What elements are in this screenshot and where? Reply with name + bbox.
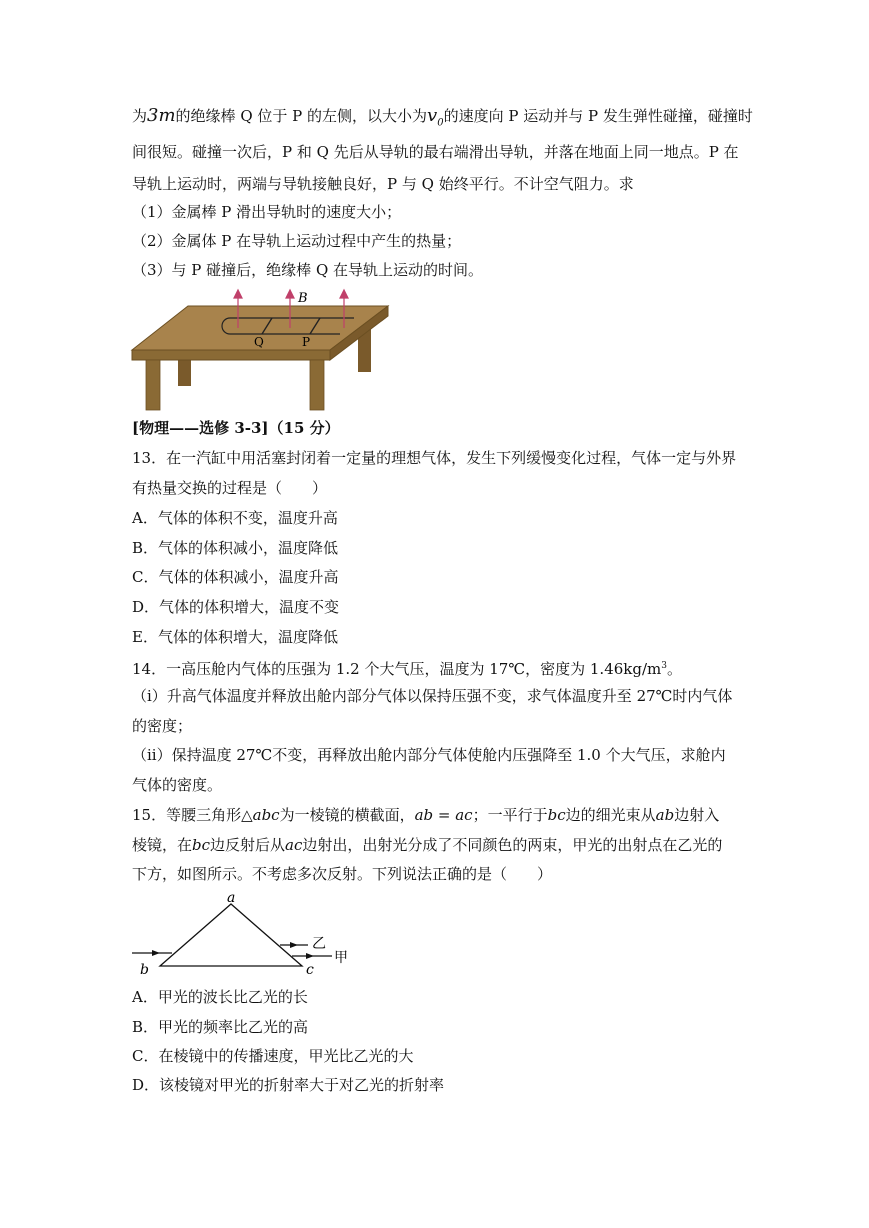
p13-option-e: E．气体的体积增大，温度降低 [132, 628, 338, 646]
vertex-c: c [306, 962, 314, 978]
p15-line-1: 15．等腰三角形△abc为一棱镜的横截面，ab = ac；一平行于bc边的细光束从ab边射入 [132, 806, 720, 824]
p15-option-d: D．该棱镜对甲光的折射率大于对乙光的折射率 [132, 1076, 445, 1094]
vertex-a: a [227, 890, 236, 906]
p13-option-d: D．气体的体积增大，温度不变 [132, 598, 340, 616]
p15-option-b: B．甲光的频率比乙光的高 [132, 1018, 309, 1036]
label-yi: 乙 [312, 936, 326, 952]
p12-question-2: （2）金属体 P 在导轨上运动过程中产生的热量； [132, 232, 462, 250]
label-p: P [302, 335, 311, 349]
p13-option-a: A．气体的体积不变，温度升高 [132, 509, 338, 527]
p12-question-1: （1）金属棒 P 滑出导轨时的速度大小； [132, 203, 402, 221]
label-b: B [298, 291, 308, 306]
section-header: [物理——选修 3-3]（15 分） [132, 419, 340, 437]
p14-line-1: 14．一高压舱内气体的压强为 1.2 个大气压，温度为 17℃，密度为 $1.46kg/m^3$。 [132, 660, 683, 678]
p13-option-c: C．气体的体积减小，温度升高 [132, 568, 339, 586]
p13-option-b: B．气体的体积减小，温度降低 [132, 539, 339, 557]
p12-line-2: 间很短。碰撞一次后，P 和 Q 先后从导轨的最右端滑出导轨，并落在地面上同一地点。P 在 [132, 143, 739, 161]
p13-line-2: 有热量交换的过程是（ ） [132, 479, 328, 497]
table-front-edge [132, 350, 330, 360]
prism-triangle [160, 904, 302, 966]
p14-line-4: （ii）保持温度 27℃不变，再释放出舱内部分气体使舱内压强降至 1.0 个大气压，求舱内 [132, 746, 726, 764]
p15-option-c: C．在棱镜中的传播速度，甲光比乙光的大 [132, 1047, 414, 1065]
p12-line-3: 导轨上运动时，两端与导轨接触良好，P 与 Q 始终平行。不计空气阻力。求 [132, 175, 634, 193]
velocity-v0: $v_0$ [427, 105, 444, 129]
mass-3m: 3m [147, 105, 176, 126]
p15-line-2: 棱镜，在bc边反射后从ac边射出，出射光分成了不同颜色的两束，甲光的出射点在乙光的 [132, 836, 723, 854]
label-q: Q [254, 335, 264, 349]
label-jia: 甲 [334, 950, 348, 966]
p13-line-1: 13．在一汽缸中用活塞封闭着一定量的理想气体，发生下列缓慢变化过程，气体一定与外界 [132, 449, 737, 467]
table-leg [146, 360, 160, 410]
p12-question-3: （3）与 P 碰撞后，绝缘棒 Q 在导轨上运动的时间。 [132, 261, 484, 279]
p14-line-5: 气体的密度。 [132, 776, 223, 794]
p14-line-2: （i）升高气体温度并释放出舱内部分气体以保持压强不变，求气体温度升至 27℃时内气体 [132, 687, 733, 705]
p14-line-3: 的密度； [132, 717, 193, 735]
p15-option-a: A．甲光的波长比乙光的长 [132, 988, 308, 1006]
p12-line-1: 为3m的绝缘棒 Q 位于 P 的左侧，以大小为$v_0$的速度向 P 运动并与 P 发生弹性碰撞，碰撞时 [132, 105, 753, 129]
prism-figure [130, 890, 352, 980]
vertex-b: b [140, 962, 149, 978]
table-rail-figure [130, 288, 392, 412]
p15-line-3: 下方，如图所示。不考虑多次反射。下列说法正确的是（ ） [132, 865, 553, 883]
table-leg [310, 360, 324, 410]
